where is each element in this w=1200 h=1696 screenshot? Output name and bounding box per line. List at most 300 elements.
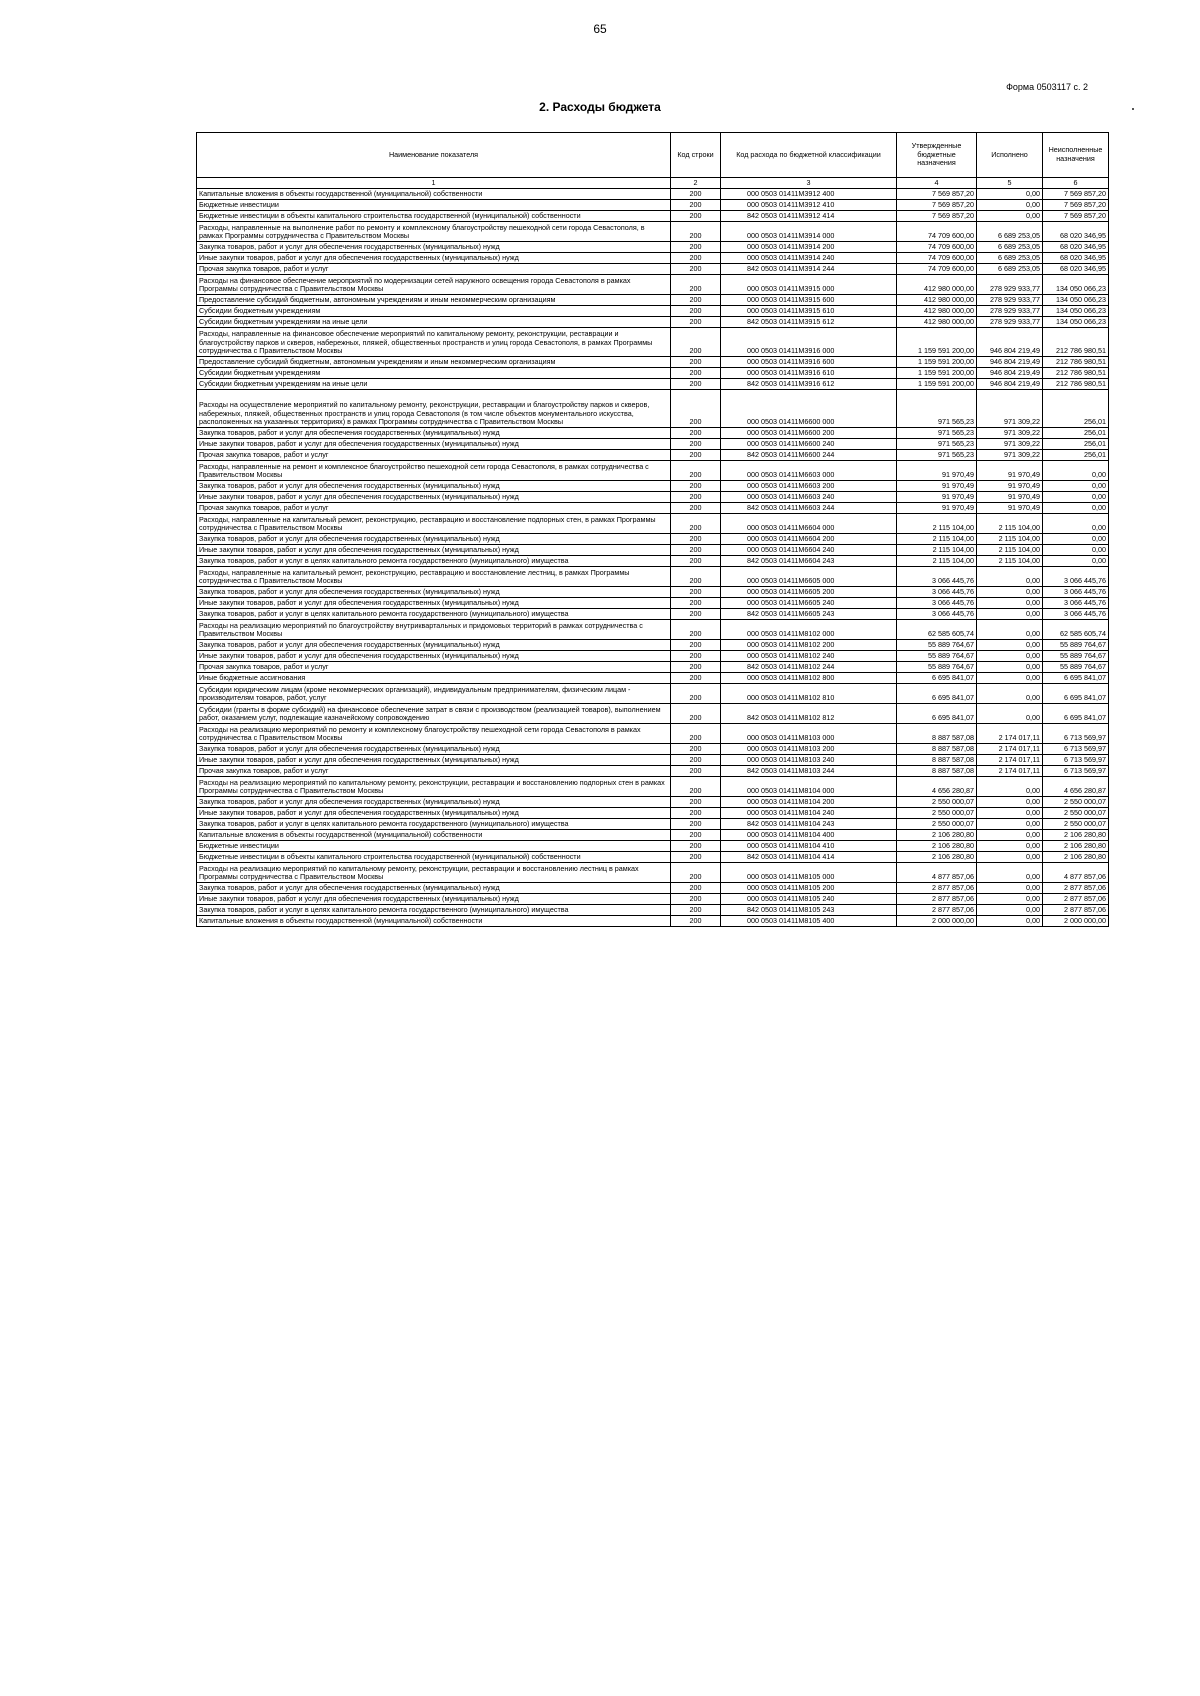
row-executed-cell: 2 174 017,11 xyxy=(977,755,1043,766)
row-name-cell: Капитальные вложения в объекты государственной (муниципальной) собственности xyxy=(197,189,671,200)
budget-expenses-table xyxy=(196,132,1109,927)
row-unexecuted-cell: 0,00 xyxy=(1043,545,1109,556)
header-indicator-name: Наименование показателя xyxy=(197,133,671,178)
row-approved-cell: 2 115 104,00 xyxy=(897,545,977,556)
table-row xyxy=(197,830,1109,841)
column-number: 3 xyxy=(721,178,897,189)
row-unexecuted-cell: 6 713 569,97 xyxy=(1043,744,1109,755)
row-unexecuted-cell: 6 713 569,97 xyxy=(1043,766,1109,777)
table-row xyxy=(197,704,1109,724)
row-expense-code-cell: 000 0503 01411M8104 410 xyxy=(721,841,897,852)
table-row xyxy=(197,863,1109,883)
row-line-code-cell: 200 xyxy=(671,609,721,620)
row-approved-cell: 7 569 857,20 xyxy=(897,211,977,222)
row-expense-code-cell: 842 0503 01411M6603 244 xyxy=(721,503,897,514)
row-expense-code-cell: 000 0503 01411M6600 240 xyxy=(721,439,897,450)
row-unexecuted-cell: 55 889 764,67 xyxy=(1043,662,1109,673)
row-unexecuted-cell: 6 695 841,07 xyxy=(1043,684,1109,704)
table-row xyxy=(197,328,1109,357)
row-executed-cell: 91 970,49 xyxy=(977,461,1043,481)
table-row xyxy=(197,808,1109,819)
row-executed-cell: 0,00 xyxy=(977,662,1043,673)
row-expense-code-cell: 000 0503 01411M8102 000 xyxy=(721,620,897,640)
row-expense-code-cell: 842 0503 01411M6605 243 xyxy=(721,609,897,620)
row-line-code-cell: 200 xyxy=(671,357,721,368)
row-name-cell: Иные закупки товаров, работ и услуг для обеспечения государственных (муниципальных) нужд xyxy=(197,545,671,556)
row-name-cell: Расходы, направленные на ремонт и комплексное благоустройство пешеходной сети города Севастополя, в рамках сотрудничества с Правительством Москвы xyxy=(197,461,671,481)
row-approved-cell: 55 889 764,67 xyxy=(897,640,977,651)
row-approved-cell: 971 565,23 xyxy=(897,450,977,461)
row-expense-code-cell: 842 0503 01411M3912 414 xyxy=(721,211,897,222)
row-expense-code-cell: 000 0503 01411M3914 240 xyxy=(721,253,897,264)
row-executed-cell: 2 174 017,11 xyxy=(977,766,1043,777)
row-expense-code-cell: 000 0503 01411M3915 610 xyxy=(721,306,897,317)
header-expense-code: Код расхода по бюджетной классификации xyxy=(721,133,897,178)
row-unexecuted-cell: 68 020 346,95 xyxy=(1043,242,1109,253)
table-row xyxy=(197,503,1109,514)
table-row xyxy=(197,200,1109,211)
row-line-code-cell: 200 xyxy=(671,492,721,503)
row-unexecuted-cell: 68 020 346,95 xyxy=(1043,222,1109,242)
table-row xyxy=(197,766,1109,777)
table-row xyxy=(197,222,1109,242)
row-name-cell: Закупка товаров, работ и услуг для обеспечения государственных (муниципальных) нужд xyxy=(197,534,671,545)
row-approved-cell: 971 565,23 xyxy=(897,439,977,450)
row-name-cell: Бюджетные инвестиции xyxy=(197,200,671,211)
table-row xyxy=(197,556,1109,567)
row-name-cell: Расходы, направленные на капитальный ремонт, реконструкцию, реставрацию и восстановление лестниц, в рамках Программы сотрудничества с Правительством Москвы xyxy=(197,567,671,587)
row-unexecuted-cell: 3 066 445,76 xyxy=(1043,567,1109,587)
row-unexecuted-cell: 55 889 764,67 xyxy=(1043,651,1109,662)
row-name-cell: Расходы на финансовое обеспечение мероприятий по модернизации сетей наружного освещения города Севастополя в рамках Программы сотрудничества с Правительством Москвы xyxy=(197,275,671,295)
row-approved-cell: 412 980 000,00 xyxy=(897,306,977,317)
table-body xyxy=(197,189,1109,927)
row-approved-cell: 91 970,49 xyxy=(897,461,977,481)
row-name-cell: Иные закупки товаров, работ и услуг для обеспечения государственных (муниципальных) нужд xyxy=(197,755,671,766)
table-row xyxy=(197,211,1109,222)
row-expense-code-cell: 000 0503 01411M8102 810 xyxy=(721,684,897,704)
table-row xyxy=(197,514,1109,534)
row-name-cell: Бюджетные инвестиции в объекты капитального строительства государственной (муниципальной) собственности xyxy=(197,852,671,863)
column-number: 5 xyxy=(977,178,1043,189)
row-line-code-cell: 200 xyxy=(671,264,721,275)
row-name-cell: Иные закупки товаров, работ и услуг для обеспечения государственных (муниципальных) нужд xyxy=(197,808,671,819)
table-row xyxy=(197,609,1109,620)
row-unexecuted-cell: 134 050 066,23 xyxy=(1043,295,1109,306)
row-expense-code-cell: 842 0503 01411M8102 812 xyxy=(721,704,897,724)
row-approved-cell: 74 709 600,00 xyxy=(897,242,977,253)
table-row xyxy=(197,640,1109,651)
form-code: Форма 0503117 с. 2 xyxy=(1006,82,1088,92)
row-name-cell: Расходы, направленные на выполнение работ по ремонту и комплексному благоустройству пешеходной сети города Севастополя, в рамках Программы сотрудничества с Правительством Москвы xyxy=(197,222,671,242)
row-approved-cell: 2 877 857,06 xyxy=(897,883,977,894)
row-unexecuted-cell: 0,00 xyxy=(1043,461,1109,481)
column-number-row xyxy=(197,178,1109,189)
row-executed-cell: 2 174 017,11 xyxy=(977,724,1043,744)
row-expense-code-cell: 000 0503 01411M8105 200 xyxy=(721,883,897,894)
table-row xyxy=(197,755,1109,766)
row-expense-code-cell: 000 0503 01411M3916 610 xyxy=(721,368,897,379)
row-expense-code-cell: 000 0503 01411M3912 410 xyxy=(721,200,897,211)
table-row xyxy=(197,481,1109,492)
table-row xyxy=(197,567,1109,587)
row-name-cell: Закупка товаров, работ и услуг для обеспечения государственных (муниципальных) нужд xyxy=(197,242,671,253)
row-approved-cell: 2 106 280,80 xyxy=(897,830,977,841)
row-name-cell: Закупка товаров, работ и услуг для обеспечения государственных (муниципальных) нужд xyxy=(197,587,671,598)
table-row xyxy=(197,841,1109,852)
row-name-cell: Закупка товаров, работ и услуг для обеспечения государственных (муниципальных) нужд xyxy=(197,481,671,492)
row-executed-cell: 0,00 xyxy=(977,567,1043,587)
row-line-code-cell: 200 xyxy=(671,640,721,651)
row-name-cell: Закупка товаров, работ и услуг для обеспечения государственных (муниципальных) нужд xyxy=(197,744,671,755)
row-expense-code-cell: 000 0503 01411M3915 600 xyxy=(721,295,897,306)
row-expense-code-cell: 842 0503 01411M6600 244 xyxy=(721,450,897,461)
row-approved-cell: 4 877 857,06 xyxy=(897,863,977,883)
row-expense-code-cell: 000 0503 01411M8104 200 xyxy=(721,797,897,808)
row-approved-cell: 6 695 841,07 xyxy=(897,684,977,704)
row-unexecuted-cell: 7 569 857,20 xyxy=(1043,211,1109,222)
row-approved-cell: 55 889 764,67 xyxy=(897,651,977,662)
row-line-code-cell: 200 xyxy=(671,481,721,492)
table-row xyxy=(197,883,1109,894)
row-unexecuted-cell: 2 877 857,06 xyxy=(1043,905,1109,916)
scan-speck xyxy=(1132,108,1134,110)
row-unexecuted-cell: 3 066 445,76 xyxy=(1043,598,1109,609)
row-executed-cell: 971 309,22 xyxy=(977,439,1043,450)
row-name-cell: Закупка товаров, работ и услуг в целях капитального ремонта государственного (муниципального) имущества xyxy=(197,556,671,567)
row-expense-code-cell: 000 0503 01411M6605 240 xyxy=(721,598,897,609)
row-executed-cell: 0,00 xyxy=(977,620,1043,640)
row-unexecuted-cell: 3 066 445,76 xyxy=(1043,587,1109,598)
header-executed: Исполнено xyxy=(977,133,1043,178)
row-approved-cell: 8 887 587,08 xyxy=(897,766,977,777)
row-expense-code-cell: 000 0503 01411M6600 000 xyxy=(721,390,897,428)
row-approved-cell: 1 159 591 200,00 xyxy=(897,379,977,390)
row-unexecuted-cell: 256,01 xyxy=(1043,450,1109,461)
row-line-code-cell: 200 xyxy=(671,306,721,317)
row-approved-cell: 3 066 445,76 xyxy=(897,609,977,620)
row-unexecuted-cell: 0,00 xyxy=(1043,503,1109,514)
row-name-cell: Закупка товаров, работ и услуг в целях капитального ремонта государственного (муниципального) имущества xyxy=(197,609,671,620)
table-row xyxy=(197,598,1109,609)
row-name-cell: Прочая закупка товаров, работ и услуг xyxy=(197,503,671,514)
row-approved-cell: 7 569 857,20 xyxy=(897,189,977,200)
row-expense-code-cell: 842 0503 01411M8104 243 xyxy=(721,819,897,830)
row-expense-code-cell: 000 0503 01411M6605 200 xyxy=(721,587,897,598)
row-approved-cell: 2 106 280,80 xyxy=(897,841,977,852)
row-executed-cell: 0,00 xyxy=(977,819,1043,830)
row-approved-cell: 1 159 591 200,00 xyxy=(897,328,977,357)
row-executed-cell: 971 309,22 xyxy=(977,450,1043,461)
row-approved-cell: 74 709 600,00 xyxy=(897,264,977,275)
row-expense-code-cell: 842 0503 01411M3914 244 xyxy=(721,264,897,275)
row-unexecuted-cell: 212 786 980,51 xyxy=(1043,328,1109,357)
row-unexecuted-cell: 134 050 066,23 xyxy=(1043,317,1109,328)
table-row xyxy=(197,428,1109,439)
row-line-code-cell: 200 xyxy=(671,863,721,883)
table-row xyxy=(197,439,1109,450)
row-unexecuted-cell: 2 877 857,06 xyxy=(1043,894,1109,905)
row-executed-cell: 0,00 xyxy=(977,808,1043,819)
row-approved-cell: 2 106 280,80 xyxy=(897,852,977,863)
row-name-cell: Иные закупки товаров, работ и услуг для обеспечения государственных (муниципальных) нужд xyxy=(197,651,671,662)
row-line-code-cell: 200 xyxy=(671,379,721,390)
row-expense-code-cell: 000 0503 01411M6604 200 xyxy=(721,534,897,545)
table-row xyxy=(197,368,1109,379)
row-approved-cell: 3 066 445,76 xyxy=(897,587,977,598)
table-row xyxy=(197,916,1109,927)
row-unexecuted-cell: 134 050 066,23 xyxy=(1043,306,1109,317)
row-name-cell: Закупка товаров, работ и услуг в целях капитального ремонта государственного (муниципального) имущества xyxy=(197,905,671,916)
row-line-code-cell: 200 xyxy=(671,673,721,684)
row-approved-cell: 91 970,49 xyxy=(897,503,977,514)
row-approved-cell: 2 115 104,00 xyxy=(897,534,977,545)
row-line-code-cell: 200 xyxy=(671,777,721,797)
column-number: 6 xyxy=(1043,178,1109,189)
table-row xyxy=(197,242,1109,253)
row-line-code-cell: 200 xyxy=(671,545,721,556)
row-name-cell: Расходы, направленные на финансовое обеспечение мероприятий по капитальному ремонту, реконструкции, реставрации и благоустройству парков и скверов, набережных, пляжей, общественных пространств и улиц города Севастополя, в рамках Программы сотрудничества с Правительством Москвы xyxy=(197,328,671,357)
row-unexecuted-cell: 68 020 346,95 xyxy=(1043,253,1109,264)
row-expense-code-cell: 000 0503 01411M8105 240 xyxy=(721,894,897,905)
table-row xyxy=(197,390,1109,428)
row-expense-code-cell: 000 0503 01411M8102 200 xyxy=(721,640,897,651)
row-executed-cell: 6 689 253,05 xyxy=(977,242,1043,253)
row-line-code-cell: 200 xyxy=(671,651,721,662)
row-line-code-cell: 200 xyxy=(671,200,721,211)
row-expense-code-cell: 000 0503 01411M6600 200 xyxy=(721,428,897,439)
column-number: 4 xyxy=(897,178,977,189)
row-name-cell: Прочая закупка товаров, работ и услуг xyxy=(197,662,671,673)
table-row xyxy=(197,306,1109,317)
row-line-code-cell: 200 xyxy=(671,894,721,905)
row-name-cell: Капитальные вложения в объекты государственной (муниципальной) собственности xyxy=(197,916,671,927)
row-name-cell: Расходы на реализацию мероприятий по ремонту и комплексному благоустройству пешеходной сети города Севастополя в рамках сотрудничества с Правительством Москвы xyxy=(197,724,671,744)
row-approved-cell: 55 889 764,67 xyxy=(897,662,977,673)
row-executed-cell: 0,00 xyxy=(977,830,1043,841)
row-executed-cell: 6 689 253,05 xyxy=(977,264,1043,275)
row-expense-code-cell: 000 0503 01411M6603 240 xyxy=(721,492,897,503)
row-unexecuted-cell: 62 585 605,74 xyxy=(1043,620,1109,640)
page-title: 2. Расходы бюджета xyxy=(539,100,661,114)
row-name-cell: Иные закупки товаров, работ и услуг для обеспечения государственных (муниципальных) нужд xyxy=(197,894,671,905)
row-line-code-cell: 200 xyxy=(671,503,721,514)
row-line-code-cell: 200 xyxy=(671,883,721,894)
table-row xyxy=(197,819,1109,830)
row-line-code-cell: 200 xyxy=(671,598,721,609)
row-executed-cell: 91 970,49 xyxy=(977,492,1043,503)
row-name-cell: Расходы на реализацию мероприятий по капитальному ремонту, реконструкции, реставрации и восстановлению подпорных стен в рамках Программы сотрудничества с Правительством Москвы xyxy=(197,777,671,797)
row-name-cell: Капитальные вложения в объекты государственной (муниципальной) собственности xyxy=(197,830,671,841)
row-expense-code-cell: 000 0503 01411M8105 400 xyxy=(721,916,897,927)
row-expense-code-cell: 000 0503 01411M3912 400 xyxy=(721,189,897,200)
row-executed-cell: 0,00 xyxy=(977,673,1043,684)
row-approved-cell: 91 970,49 xyxy=(897,492,977,503)
row-unexecuted-cell: 0,00 xyxy=(1043,556,1109,567)
row-unexecuted-cell: 0,00 xyxy=(1043,481,1109,492)
row-expense-code-cell: 000 0503 01411M8102 800 xyxy=(721,673,897,684)
row-unexecuted-cell: 6 713 569,97 xyxy=(1043,755,1109,766)
row-executed-cell: 91 970,49 xyxy=(977,481,1043,492)
row-executed-cell: 0,00 xyxy=(977,894,1043,905)
row-expense-code-cell: 842 0503 01411M8105 243 xyxy=(721,905,897,916)
row-name-cell: Прочая закупка товаров, работ и услуг xyxy=(197,450,671,461)
row-executed-cell: 6 689 253,05 xyxy=(977,222,1043,242)
column-number: 2 xyxy=(671,178,721,189)
row-executed-cell: 0,00 xyxy=(977,640,1043,651)
row-approved-cell: 74 709 600,00 xyxy=(897,222,977,242)
row-unexecuted-cell: 2 550 000,07 xyxy=(1043,819,1109,830)
row-line-code-cell: 200 xyxy=(671,368,721,379)
row-executed-cell: 2 115 104,00 xyxy=(977,534,1043,545)
row-executed-cell: 278 929 933,77 xyxy=(977,306,1043,317)
row-name-cell: Расходы на реализацию мероприятий по капитальному ремонту, реконструкции, реставрации и восстановлению лестниц в рамках Программы сотрудничества с Правительством Москвы xyxy=(197,863,671,883)
row-name-cell: Субсидии бюджетным учреждениям на иные цели xyxy=(197,317,671,328)
row-expense-code-cell: 842 0503 01411M6604 243 xyxy=(721,556,897,567)
row-unexecuted-cell: 0,00 xyxy=(1043,492,1109,503)
row-approved-cell: 62 585 605,74 xyxy=(897,620,977,640)
row-executed-cell: 0,00 xyxy=(977,651,1043,662)
row-executed-cell: 946 804 219,49 xyxy=(977,379,1043,390)
row-line-code-cell: 200 xyxy=(671,662,721,673)
table-row xyxy=(197,492,1109,503)
row-name-cell: Субсидии юридическим лицам (кроме некоммерческих организаций), индивидуальным предпринимателям, физическим лицам - производителям товаров, работ, услуг xyxy=(197,684,671,704)
row-expense-code-cell: 000 0503 01411M3916 000 xyxy=(721,328,897,357)
row-expense-code-cell: 842 0503 01411M3915 612 xyxy=(721,317,897,328)
table-row xyxy=(197,777,1109,797)
row-line-code-cell: 200 xyxy=(671,852,721,863)
table-row xyxy=(197,379,1109,390)
row-line-code-cell: 200 xyxy=(671,428,721,439)
row-executed-cell: 0,00 xyxy=(977,905,1043,916)
row-executed-cell: 91 970,49 xyxy=(977,503,1043,514)
row-unexecuted-cell: 55 889 764,67 xyxy=(1043,640,1109,651)
row-expense-code-cell: 842 0503 01411M8102 244 xyxy=(721,662,897,673)
row-name-cell: Бюджетные инвестиции в объекты капитального строительства государственной (муниципальной) собственности xyxy=(197,211,671,222)
table-row xyxy=(197,461,1109,481)
row-line-code-cell: 200 xyxy=(671,534,721,545)
row-line-code-cell: 200 xyxy=(671,567,721,587)
row-executed-cell: 6 689 253,05 xyxy=(977,253,1043,264)
row-line-code-cell: 200 xyxy=(671,830,721,841)
row-unexecuted-cell: 6 695 841,07 xyxy=(1043,673,1109,684)
row-unexecuted-cell: 134 050 066,23 xyxy=(1043,275,1109,295)
row-executed-cell: 946 804 219,49 xyxy=(977,357,1043,368)
row-executed-cell: 2 115 104,00 xyxy=(977,556,1043,567)
row-expense-code-cell: 000 0503 01411M8105 000 xyxy=(721,863,897,883)
row-line-code-cell: 200 xyxy=(671,189,721,200)
row-unexecuted-cell: 256,01 xyxy=(1043,439,1109,450)
row-name-cell: Иные закупки товаров, работ и услуг для обеспечения государственных (муниципальных) нужд xyxy=(197,598,671,609)
table-row xyxy=(197,545,1109,556)
row-unexecuted-cell: 212 786 980,51 xyxy=(1043,357,1109,368)
row-unexecuted-cell: 212 786 980,51 xyxy=(1043,368,1109,379)
row-approved-cell: 2 877 857,06 xyxy=(897,894,977,905)
table-row xyxy=(197,684,1109,704)
header-unexecuted: Неисполненные назначения xyxy=(1043,133,1109,178)
row-expense-code-cell: 000 0503 01411M6603 000 xyxy=(721,461,897,481)
row-name-cell: Закупка товаров, работ и услуг для обеспечения государственных (муниципальных) нужд xyxy=(197,428,671,439)
row-approved-cell: 2 550 000,07 xyxy=(897,797,977,808)
row-line-code-cell: 200 xyxy=(671,514,721,534)
row-name-cell: Закупка товаров, работ и услуг для обеспечения государственных (муниципальных) нужд xyxy=(197,797,671,808)
row-approved-cell: 412 980 000,00 xyxy=(897,317,977,328)
row-approved-cell: 3 066 445,76 xyxy=(897,567,977,587)
row-executed-cell: 971 309,22 xyxy=(977,428,1043,439)
row-expense-code-cell: 000 0503 01411M3914 200 xyxy=(721,242,897,253)
row-line-code-cell: 200 xyxy=(671,724,721,744)
row-approved-cell: 971 565,23 xyxy=(897,428,977,439)
page-number: 65 xyxy=(593,22,607,36)
table-row xyxy=(197,673,1109,684)
table-row xyxy=(197,357,1109,368)
row-expense-code-cell: 000 0503 01411M6604 240 xyxy=(721,545,897,556)
row-approved-cell: 2 000 000,00 xyxy=(897,916,977,927)
row-name-cell: Субсидии бюджетным учреждениям xyxy=(197,368,671,379)
row-approved-cell: 6 695 841,07 xyxy=(897,704,977,724)
row-expense-code-cell: 000 0503 01411M8104 240 xyxy=(721,808,897,819)
row-expense-code-cell: 842 0503 01411M8104 414 xyxy=(721,852,897,863)
row-name-cell: Иные закупки товаров, работ и услуг для обеспечения государственных (муниципальных) нужд xyxy=(197,439,671,450)
row-approved-cell: 412 980 000,00 xyxy=(897,295,977,306)
row-executed-cell: 2 115 104,00 xyxy=(977,514,1043,534)
row-unexecuted-cell: 2 550 000,07 xyxy=(1043,808,1109,819)
column-number: 1 xyxy=(197,178,671,189)
row-name-cell: Иные закупки товаров, работ и услуг для обеспечения государственных (муниципальных) нужд xyxy=(197,492,671,503)
row-executed-cell: 0,00 xyxy=(977,797,1043,808)
row-unexecuted-cell: 2 877 857,06 xyxy=(1043,883,1109,894)
row-line-code-cell: 200 xyxy=(671,766,721,777)
table-row xyxy=(197,587,1109,598)
row-name-cell: Закупка товаров, работ и услуг для обеспечения государственных (муниципальных) нужд xyxy=(197,883,671,894)
row-line-code-cell: 200 xyxy=(671,390,721,428)
row-unexecuted-cell: 3 066 445,76 xyxy=(1043,609,1109,620)
row-name-cell: Субсидии (гранты в форме субсидий) на финансовое обеспечение затрат в связи с производством (реализацией товаров), выполнением работ, оказанием услуг, подлежащие казначейскому сопровождению xyxy=(197,704,671,724)
row-executed-cell: 0,00 xyxy=(977,704,1043,724)
row-line-code-cell: 200 xyxy=(671,916,721,927)
row-name-cell: Субсидии бюджетным учреждениям xyxy=(197,306,671,317)
row-executed-cell: 0,00 xyxy=(977,189,1043,200)
row-line-code-cell: 200 xyxy=(671,328,721,357)
row-line-code-cell: 200 xyxy=(671,275,721,295)
row-approved-cell: 2 877 857,06 xyxy=(897,905,977,916)
row-executed-cell: 278 929 933,77 xyxy=(977,275,1043,295)
row-line-code-cell: 200 xyxy=(671,905,721,916)
row-line-code-cell: 200 xyxy=(671,222,721,242)
row-expense-code-cell: 842 0503 01411M8103 244 xyxy=(721,766,897,777)
row-approved-cell: 6 695 841,07 xyxy=(897,673,977,684)
row-line-code-cell: 200 xyxy=(671,841,721,852)
table-row xyxy=(197,620,1109,640)
row-name-cell: Закупка товаров, работ и услуг в целях капитального ремонта государственного (муниципального) имущества xyxy=(197,819,671,830)
row-unexecuted-cell: 256,01 xyxy=(1043,390,1109,428)
table-row xyxy=(197,662,1109,673)
row-executed-cell: 2 174 017,11 xyxy=(977,744,1043,755)
row-line-code-cell: 200 xyxy=(671,744,721,755)
row-approved-cell: 8 887 587,08 xyxy=(897,724,977,744)
table-row xyxy=(197,744,1109,755)
row-executed-cell: 971 309,22 xyxy=(977,390,1043,428)
row-name-cell: Прочая закупка товаров, работ и услуг xyxy=(197,766,671,777)
row-line-code-cell: 200 xyxy=(671,317,721,328)
table-row xyxy=(197,450,1109,461)
header-line-code: Код строки xyxy=(671,133,721,178)
row-line-code-cell: 200 xyxy=(671,704,721,724)
table-row xyxy=(197,253,1109,264)
row-approved-cell: 1 159 591 200,00 xyxy=(897,357,977,368)
row-executed-cell: 0,00 xyxy=(977,852,1043,863)
row-expense-code-cell: 000 0503 01411M3916 600 xyxy=(721,357,897,368)
